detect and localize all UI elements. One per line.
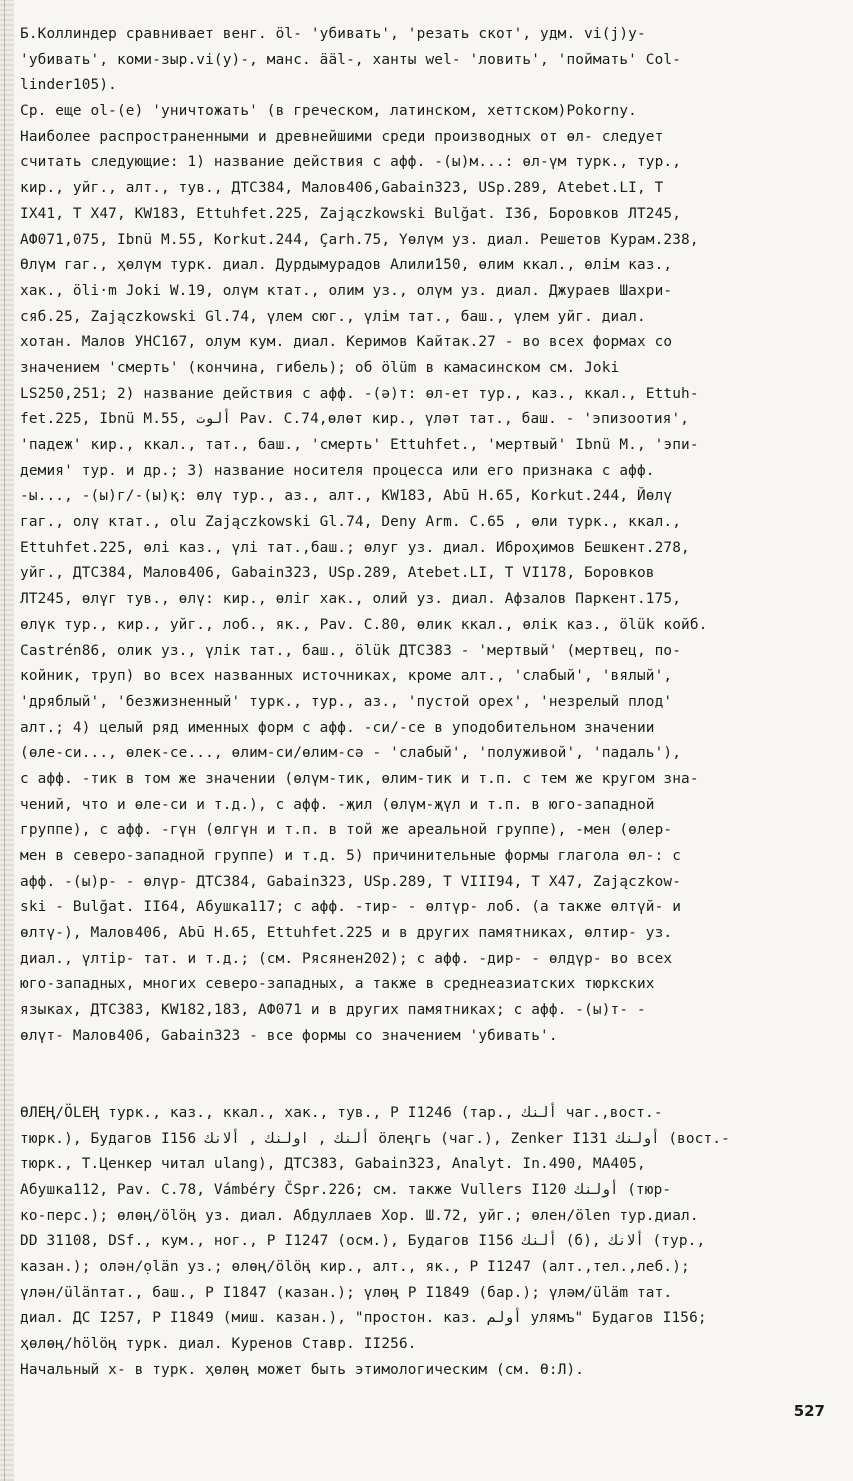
text-line: алт.; 4) целый ряд именных форм с афф. -си/-се в уподобительном значении (20, 719, 655, 736)
text-line: хотан. Малов УНС167, олум кум. диал. Керимов Кайтак.27 - во всех формах со (20, 334, 673, 351)
text-line: Ср. еще ol-(e) 'уничтожать' (в греческом, латинском, хеттском)Pokorny. (20, 103, 637, 120)
text-line: диал. ДС I257, Р I1849 (миш. казан.), "простон. каз. أولم улямъ" Будагов I156; (20, 1310, 707, 1327)
text-line: койник, труп) во всех названных источниках, кроме алт., 'слабый', 'вялый', (20, 668, 673, 685)
text-line: Начальный х- в турк. ҳөлөң может быть этимологическим (см. Ө:Л). (20, 1361, 585, 1378)
text-line: Абушка112, Pav. C.78, Vámbéry ČSpr.226; см. также Vullers I120 أولنك (тюр- (20, 1181, 672, 1198)
text-line: значением 'смерть' (кончина, гибель); об ölüm в камасинском см. Joki (20, 359, 620, 376)
scan-edge-shadow (0, 0, 14, 1481)
blank-line (20, 1075, 842, 1101)
text-line: с афф. -тик в том же значении (өлүм-тик, өлим-тик и т.п. с тем же кругом зна- (20, 770, 699, 787)
text-line: тюрк.), Будагов I156 ألنك , اولنك , ألانك öлеңгь (чаг.), Zenker I131 أولنك (вост.- (20, 1130, 730, 1147)
text-line: өлтү-), Малов406, Abū H.65, Ettuhfet.225 и в других памятниках, өлтир- уз. (20, 925, 673, 942)
text-line: мен в северо-западной группе) и т.д. 5) причинительные формы глагола өл-: с (20, 848, 682, 864)
text-line: демия' тур. и др.; 3) название носителя процесса или его признака с афф. (20, 462, 655, 479)
text-line: ко-перс.); өлөң/ölöң уз. диал. Абдуллаев Хор. Ш.72, уйг.; өлен/ölen тур.диал. (20, 1207, 699, 1224)
text-line: диал., үлтір- тат. и т.д.; (см. Рясянен202); с афф. -дир- - өлдүр- во всех (20, 950, 673, 967)
text-line: тюрк., Т.Ценкер читал ulang), ДТС383, Gabain323, Analyt. In.490, MA405, (20, 1156, 646, 1173)
text-line: 'падеж' кир., ккал., тат., баш., 'смерть' Ettuhfet., 'мертвый' Ibnü M., 'эпи- (20, 437, 699, 453)
text-line: Наиболее распространенными и древнейшими среди производных от өл- следует (20, 128, 664, 145)
text-line: сяб.25, Zajączkowski Gl.74, үлем сюг., үлім тат., баш., үлем уйг. диал. (20, 308, 646, 325)
text-line: linder105). (20, 77, 117, 94)
text-line: АФ071,075, Ibnü M.55, Korkut.244, Çarh.75, Yөлүм уз. диал. Решетов Курам.238, (20, 231, 699, 248)
text-line: считать следующие: 1) название действия с афф. -(ы)м...: өл-үм турк., тур., (20, 154, 682, 171)
blank-line (20, 1050, 842, 1076)
text-line: Б.Коллиндер сравнивает венг. öl- 'убивать', 'резать скот', удм. vi(j)y- (20, 26, 646, 42)
text-line: (өле-си..., өлек-се..., өлим-си/өлим-сә - 'слабый', 'полуживой', 'падаль'), (20, 745, 682, 762)
text-line: Ettuhfet.225, өлі каз., үлі тат.,баш.; өлуг уз. диал. Иброҳимов Бешкент.278, (20, 539, 690, 556)
text-line: ӨЛЕҢ/ÖLEҢ турк., каз., ккал., хак., тув., Р I1246 (тар., ألنك чаг.,вост.- (20, 1104, 663, 1121)
text-line: ЛТ245, өлүг тув., өлү: кир., өліг хак., олий уз. диал. Афзалов Паркент.175, (20, 591, 682, 608)
text-line: өлүк тур., кир., уйг., лоб., як., Pav. C.80, өлик ккал., өлік каз., ölük койб. (20, 616, 708, 633)
text-line: ski - Bulğat. II64, Абушка117; с афф. -тир- - өлтүр- лоб. (а также өлтүй- и (20, 899, 682, 916)
text-line: хак., öli·m Joki W.19, олүм ктат., олим уз., олүм уз. диал. Джураев Шахри- (20, 282, 673, 299)
text-line: языках, ДТС383, KW182,183, АФ071 и в других памятниках; с афф. -(ы)т- - (20, 1002, 646, 1019)
text-line: LS250,251; 2) название действия с афф. -(ә)т: өл-ет тур., каз., ккал., Ettuh- (20, 385, 699, 402)
scan-edge-line (4, 0, 5, 1481)
text-line: DD 31108, DSf., кум., ног., Р I1247 (осм.), Будагов I156 ألنك (б), ألانك (тур., (20, 1233, 706, 1250)
text-line: казан.); олән/ọlän уз.; өлөң/ölöң кир., алт., як., Р I1247 (алт.,тел.,леб.); (20, 1259, 690, 1275)
text-line: -ы..., -(ы)г/-(ы)қ: өлү тур., аз., алт., KW183, Abū H.65, Korkut.244, Йөлү (20, 488, 673, 505)
text-line: группе), с афф. -гүн (өлгүн и т.п. в той же ареальной группе), -мен (өлер- (20, 822, 673, 839)
text-line: өлүт- Малов406, Gabain323 - все формы со значением 'убивать'. (20, 1027, 558, 1044)
text-line: 'убивать', коми-зыр.vi(y)-, манс. ääl-, ханты wel- 'ловить', 'поймать' Col- (20, 51, 682, 68)
text-line: IX41, Т X47, KW183, Ettuhfet.225, Zajączkowski Bulğat. I36, Боровков ЛТ245, (20, 205, 682, 222)
text-line: Castrén86, олик уз., үлік тат., баш., ölük ДТС383 - 'мертвый' (мертвец, по- (20, 642, 682, 659)
text-line: 'дряблый', 'безжизненный' турк., тур., аз., 'пустой орех', 'незрелый плод' (20, 693, 673, 710)
text-line: уйг., ДТС384, Малов406, Gabain323, USp.289, Atebet.LI, Т VI178, Боровков (20, 565, 655, 582)
text-line: кир., уйг., алт., тув., ДТС384, Малов406,Gabain323, USp.289, Atebet.LI, Т (20, 180, 664, 197)
text-line: чений, что и өле-си и т.д.), с афф. -җил (өлүм-җүл и т.п. в юго-западной (20, 796, 655, 813)
document-page (20, 22, 842, 1383)
text-line: юго-западных, многих северо-западных, а также в среднеазиатских тюркских (20, 976, 655, 993)
text-line: fet.225, Ibnü M.55, ألوت Pav. C.74,өлөт кир., үләт тат., баш. - 'эпизоотия', (20, 411, 690, 428)
page-number: 527 (793, 1402, 825, 1420)
text-line: гаг., олү ктат., olu Zajączkowski Gl.74, Deny Arm. C.65 , өли турк., ккал., (20, 514, 682, 531)
text-line: афф. -(ы)р- - өлүр- ДТС384, Gabain323, USp.289, Т VIII94, Т X47, Zajączkow- (20, 873, 682, 890)
text-line: үлән/ülänтат., баш., Р I1847 (казан.); үлөң Р I1849 (бар.); үләм/üläm тат. (20, 1284, 673, 1301)
text-line: Өлүм гаг., ҳөлүм турк. диал. Дурдымурадов Алили150, өлим ккал., өлім каз., (20, 257, 673, 274)
text-line: ҳөлөң/hölöң турк. диал. Куренов Ставр. II256. (20, 1336, 417, 1353)
